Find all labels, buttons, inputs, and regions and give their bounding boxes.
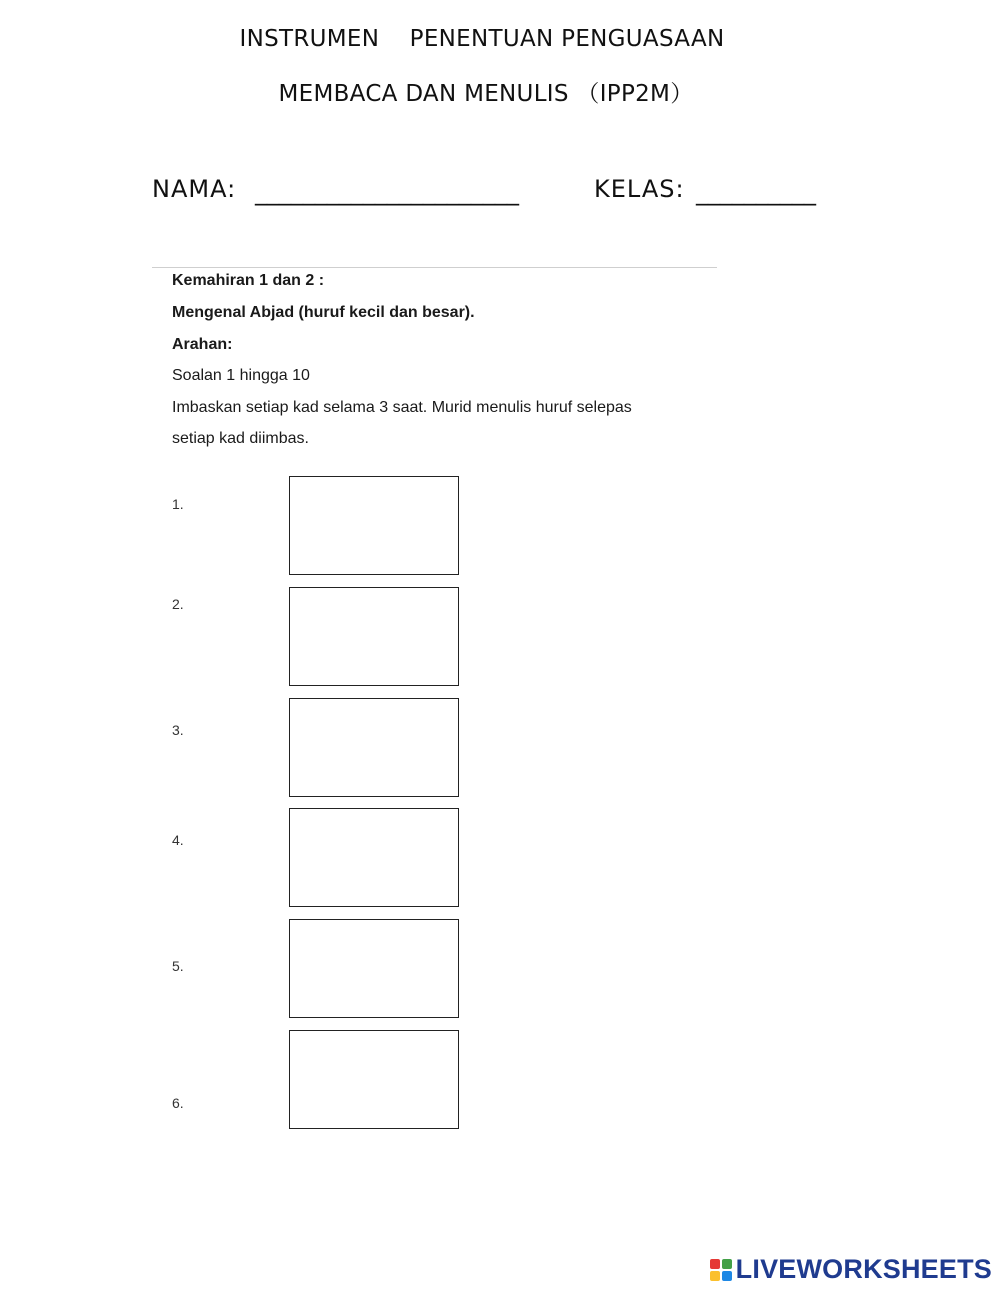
letter-card-3[interactable] xyxy=(289,698,459,797)
logo-square xyxy=(722,1271,732,1281)
questions-range: Soalan 1 hingga 10 xyxy=(172,367,310,384)
section-divider xyxy=(152,267,717,268)
instruction-line-2: setiap kad diimbas. xyxy=(172,430,309,447)
directions-label: Arahan: xyxy=(172,336,233,353)
item-number-5: 5. xyxy=(172,958,184,974)
logo-square xyxy=(722,1259,732,1269)
name-blank[interactable]: ______________________ xyxy=(255,178,519,206)
document-title-line-1: INSTRUMEN PENENTUAN PENGUASAAN xyxy=(239,26,725,52)
liveworksheets-brand xyxy=(710,1254,992,1285)
brand-text: LIVEWORKSHEETS xyxy=(735,1254,992,1284)
skill-title: Mengenal Abjad (huruf kecil dan besar). xyxy=(172,304,475,321)
liveworksheets-logo-icon xyxy=(710,1259,732,1281)
item-number-3: 3. xyxy=(172,722,184,738)
item-number-1: 1. xyxy=(172,496,184,512)
letter-card-6[interactable] xyxy=(289,1030,459,1129)
item-number-6: 6. xyxy=(172,1095,184,1111)
class-label: KELAS: xyxy=(594,175,685,203)
letter-card-4[interactable] xyxy=(289,808,459,907)
instruction-line-1: Imbaskan setiap kad selama 3 saat. Murid menulis huruf selepas xyxy=(172,399,632,416)
document-title-line-2: MEMBACA DAN MENULIS （IPP2M） xyxy=(278,81,694,107)
class-blank[interactable]: __________ xyxy=(696,178,816,206)
name-label: NAMA: xyxy=(152,175,237,203)
logo-square xyxy=(710,1271,720,1281)
letter-card-1[interactable] xyxy=(289,476,459,575)
letter-card-5[interactable] xyxy=(289,919,459,1018)
skill-heading: Kemahiran 1 dan 2 : xyxy=(172,272,325,289)
item-number-4: 4. xyxy=(172,832,184,848)
logo-square xyxy=(710,1259,720,1269)
letter-card-2[interactable] xyxy=(289,587,459,686)
item-number-2: 2. xyxy=(172,596,184,612)
